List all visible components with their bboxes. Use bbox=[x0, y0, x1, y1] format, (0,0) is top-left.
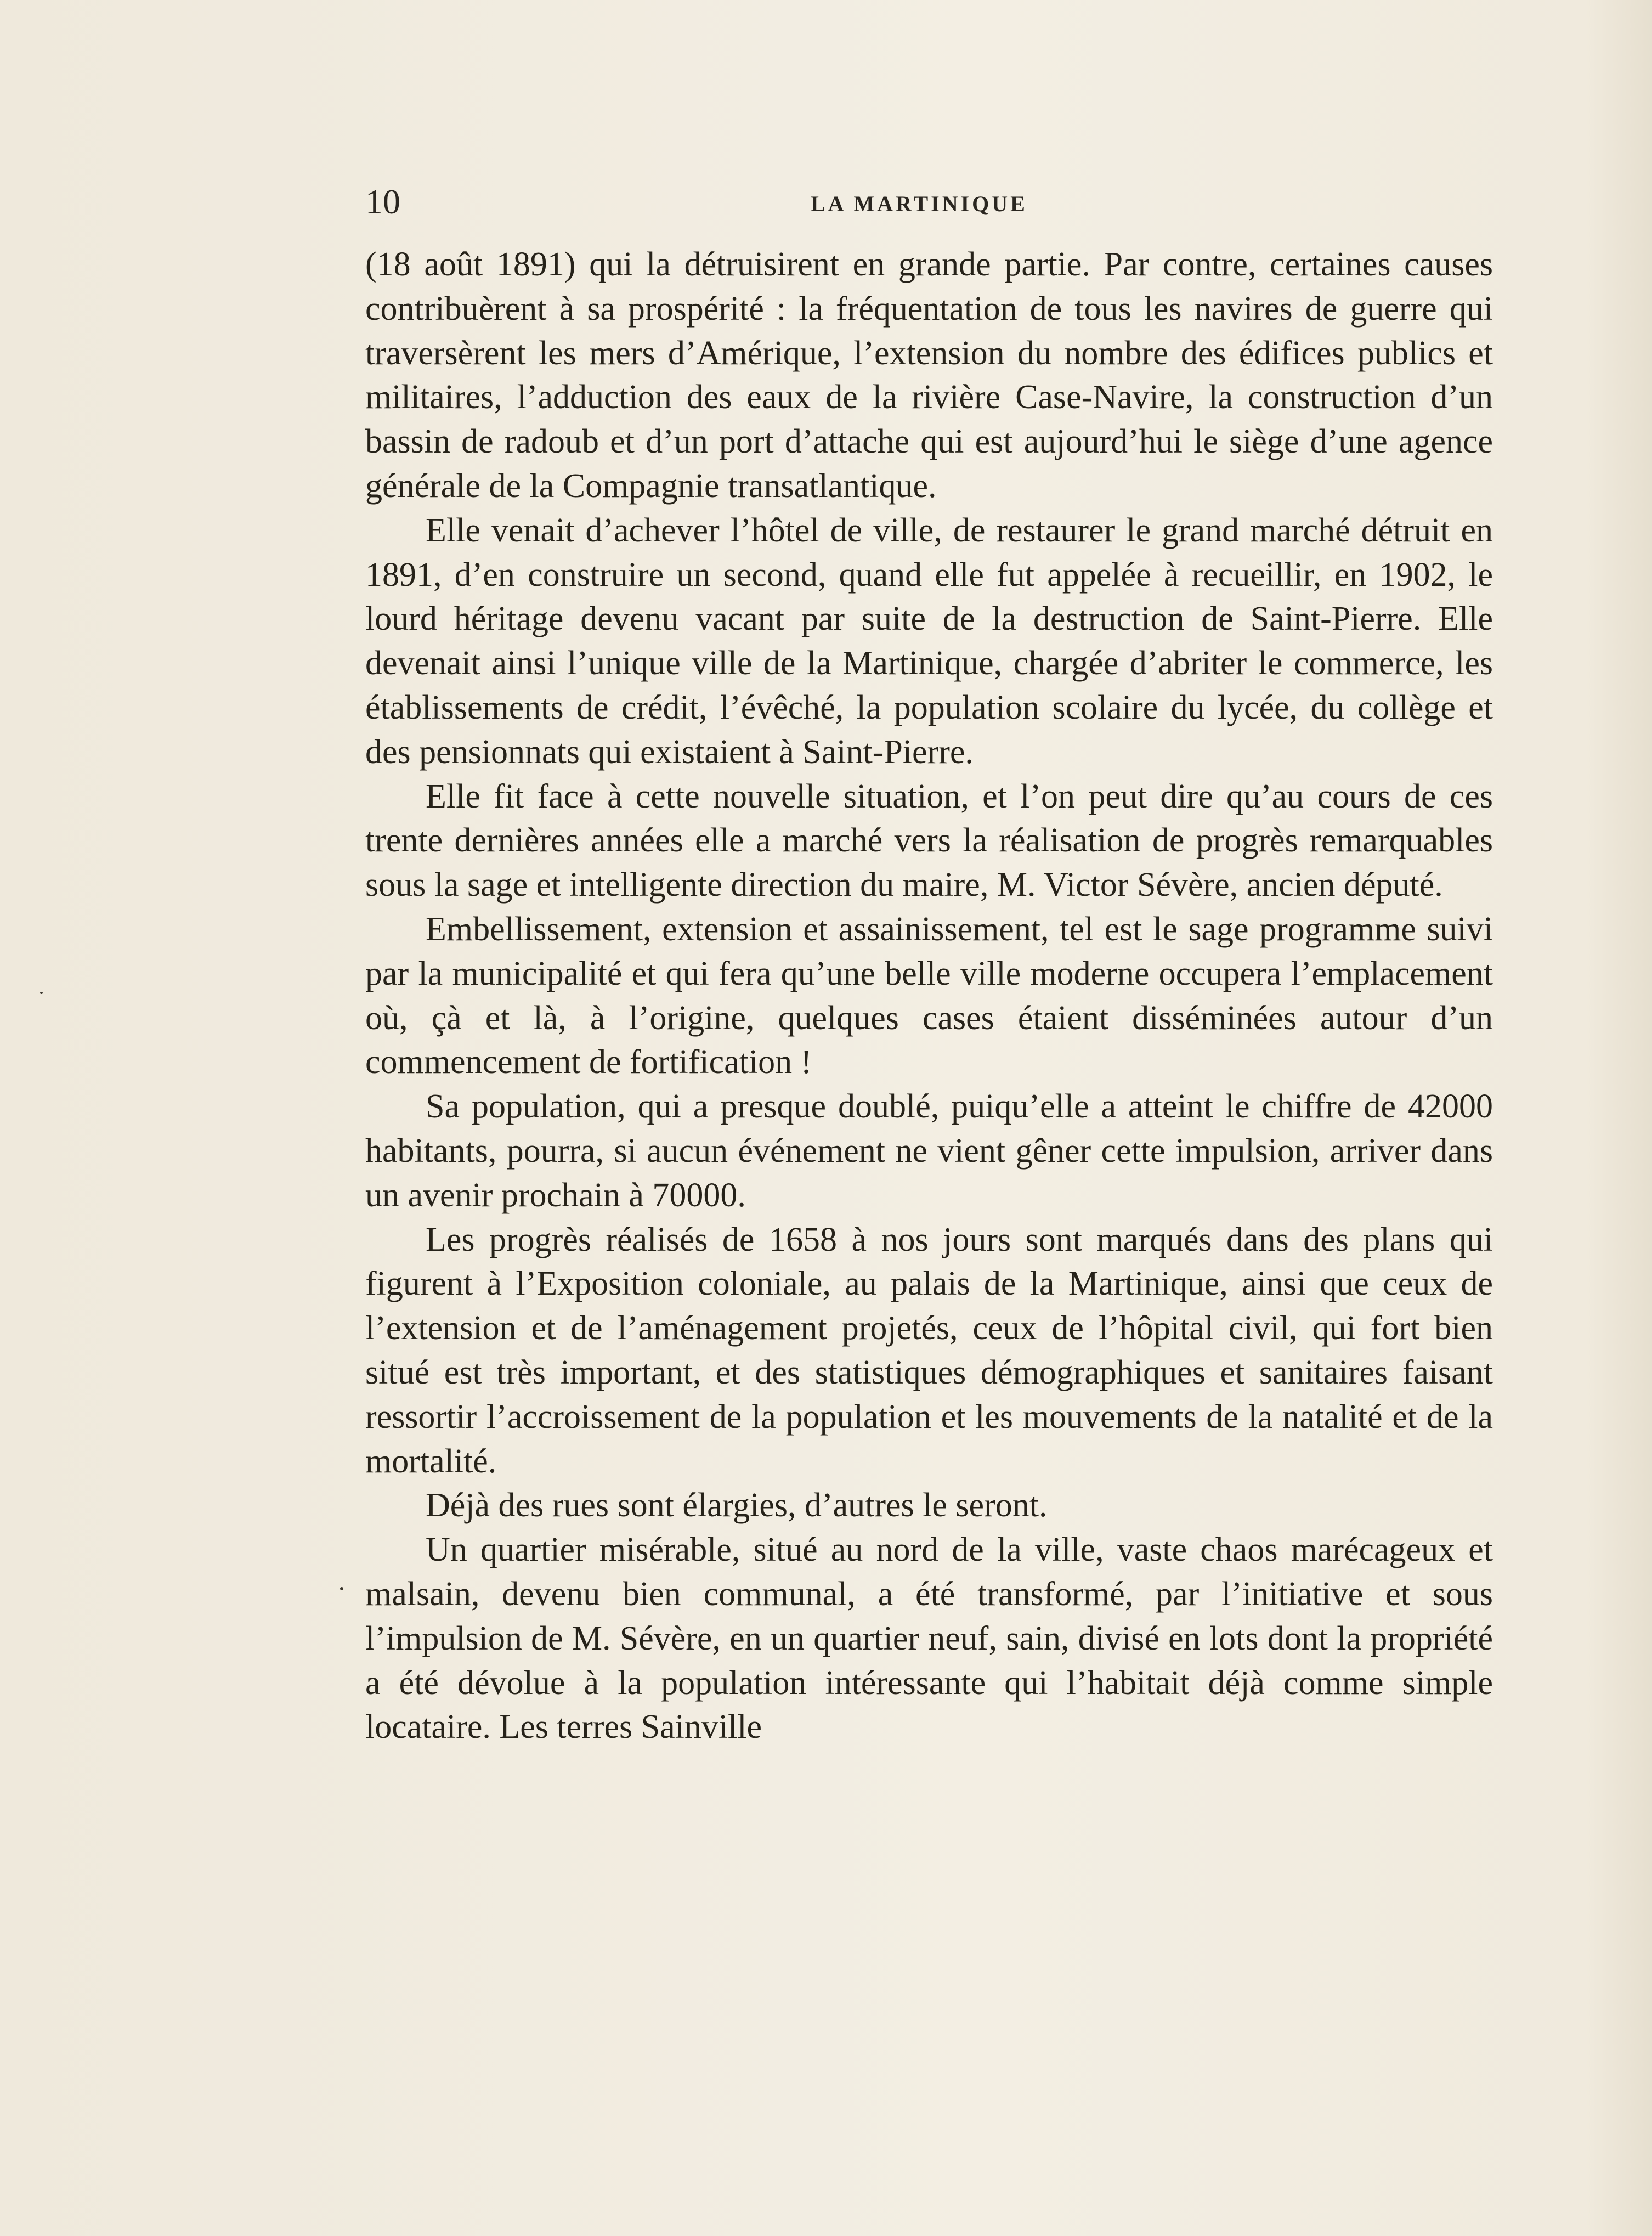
paper-speck bbox=[40, 992, 43, 994]
paragraph-8: Un quartier misérable, situé au nord de la ville, vaste chaos marécageux et malsain, devenu bien communal, a été transformé, par l’initiative et sous l’impulsion de M. Sévère, en un quartier neuf, sain, divisé en lots dont la propriété a été dévolue à la population intéressante qui l’habitait déjà comme simple locataire. Les terres Sainville bbox=[365, 1531, 1493, 1746]
paragraph-6: Les progrès réalisés de 1658 à nos jours sont marqués dans des plans qui figurent à l’Exposition coloniale, au palais de la Martinique, ainsi que ceux de l’extension et de l’aménagement projetés, ceux de l’hôpital civil, qui fort bien situé est très important, et des statistiques démographiques et sanitaires faisant ressortir l’accroissement de la population et les mouvements de la natalité et de la mortalité. bbox=[365, 1221, 1493, 1480]
paragraph-3: Elle fit face à cette nouvelle situation, et l’on peut dire qu’au cours de ces trente dernières années elle a marché vers la réalisation de progrès remarquables sous la sage et intelligente direction du maire, M. Victor Sévère, ancien député. bbox=[365, 777, 1493, 904]
paragraph-1: (18 août 1891) qui la détruisirent en grande partie. Par contre, certaines causes contribuèrent à sa prospérité : la fréquentation de tous les navires de guerre qui traversèrent les mers d’Amérique, l’extension du nombre des édifices publics et militaires, l’adduction des eaux de la rivière Case-Navire, la construction d’un bassin de radoub et d’un port d’attache qui est aujourd’hui le siège d’une agence générale de la Compagnie transatlantique. bbox=[365, 246, 1493, 505]
paragraph-2: Elle venait d’achever l’hôtel de ville, de restaurer le grand marché détruit en 1891, d’en construire un second, quand elle fut appelée à recueillir, en 1902, le lourd héritage devenu vacant par suite de la destruction de Saint-Pierre. Elle devenait ainsi l’unique ville de la Martinique, chargée d’abriter le commerce, les établissements de crédit, l’évêché, la population scolaire du lycée, du collège et des pensionnats qui existaient à Saint-Pierre. bbox=[365, 511, 1493, 771]
body-text bbox=[365, 242, 1493, 1749]
running-head bbox=[365, 180, 1493, 224]
paragraph-4: Embellissement, extension et assainissement, tel est le sage programme suivi par la municipalité et qui fera qu’une belle ville moderne occupera l’emplacement où, çà et là, à l’origine, quelques cases étaient disséminées autour d’un commencement de fortification ! bbox=[365, 910, 1493, 1081]
page-number: 10 bbox=[365, 182, 400, 221]
paragraph-5: Sa population, qui a presque doublé, puiqu’elle a atteint le chiffre de 42000 habitants, pourra, si aucun événement ne vient gêner cette impulsion, arriver dans un avenir prochain à 70000. bbox=[365, 1088, 1493, 1214]
paper-speck bbox=[340, 1587, 343, 1590]
paragraph-7: Déjà des rues sont élargies, d’autres le seront. bbox=[426, 1487, 1048, 1524]
header-title: LA MARTINIQUE bbox=[811, 191, 1028, 216]
